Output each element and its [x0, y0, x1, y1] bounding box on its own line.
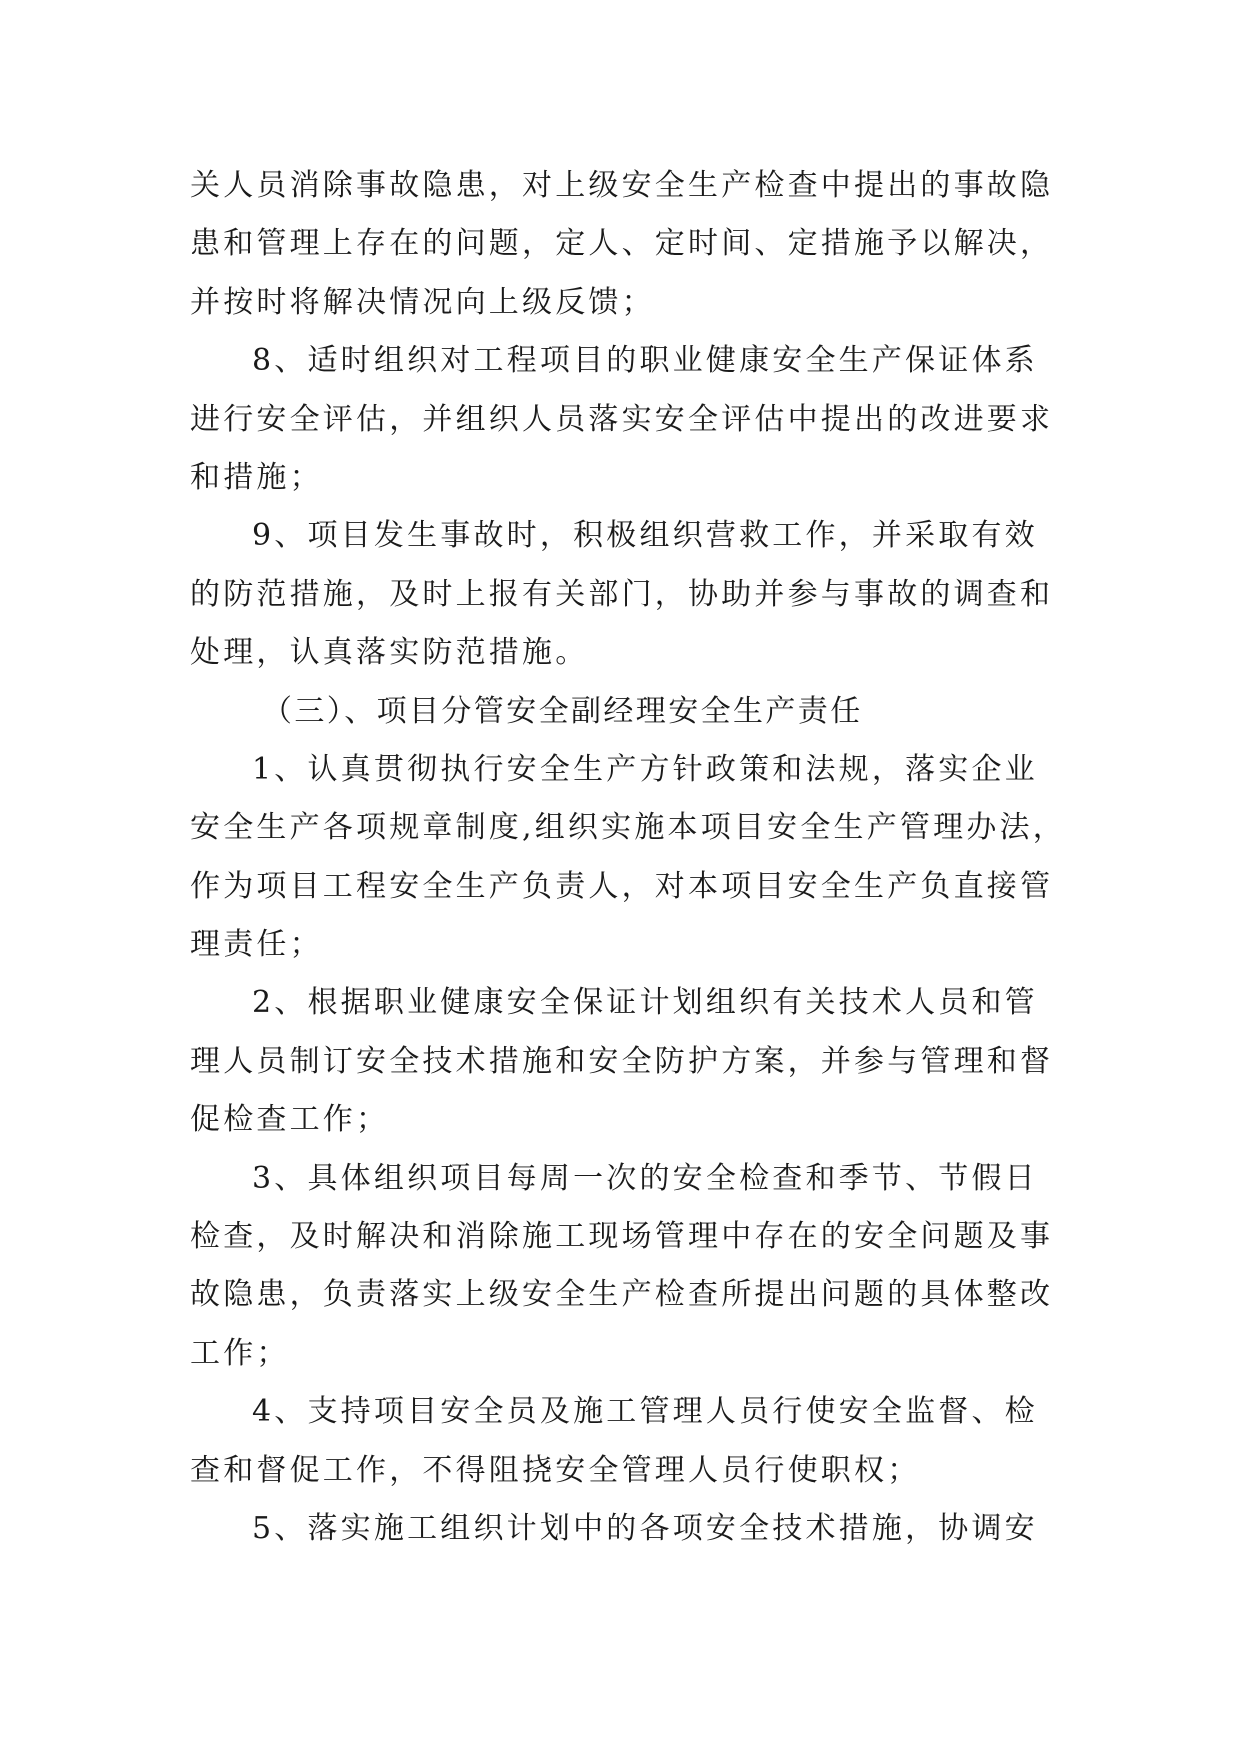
list-item-3-first-line: 3、具体组织项目每周一次的安全检查和季节、节假日 — [252, 1160, 1038, 1196]
text-line: 查和督促工作，不得阻挠安全管理人员行使职权； — [190, 1452, 921, 1488]
text-line: 促检查工作； — [190, 1102, 390, 1138]
text-line: 和措施； — [190, 459, 323, 495]
text-line: 检查，及时解决和消除施工现场管理中存在的安全问题及事 — [190, 1219, 1054, 1255]
text-line: 处理，认真落实防范措施。 — [190, 635, 589, 671]
text-line: 工作； — [190, 1335, 290, 1371]
text-line: 并按时将解决情况向上级反馈； — [190, 284, 655, 320]
text-line: 的防范措施，及时上报有关部门，协助并参与事故的调查和 — [190, 576, 1054, 612]
document-body — [190, 157, 1066, 1558]
list-item-2-first-line: 2、根据职业健康安全保证计划组织有关技术人员和管 — [252, 985, 1038, 1021]
text-line: 作为项目工程安全生产负责人，对本项目安全生产负直接管 — [190, 868, 1054, 904]
text-line: 关人员消除事故隐患，对上级安全生产检查中提出的事故隐 — [190, 168, 1054, 203]
list-item-9-first-line: 9、项目发生事故时，积极组织营救工作，并采取有效 — [252, 518, 1038, 554]
list-item-5-first-line: 5、落实施工组织计划中的各项安全技术措施，协调安 — [252, 1510, 1038, 1546]
text-line: 故隐患，负责落实上级安全生产检查所提出问题的具体整改 — [190, 1277, 1054, 1313]
text-line: 进行安全评估，并组织人员落实安全评估中提出的改进要求 — [190, 401, 1054, 437]
text-line: 理责任； — [190, 927, 323, 963]
text-line: 理人员制订安全技术措施和安全防护方案，并参与管理和督 — [190, 1043, 1054, 1079]
text-line: 患和管理上存在的问题，定人、定时间、定措施予以解决， — [190, 226, 1054, 262]
text-line: 安全生产各项规章制度,组织实施本项目安全生产管理办法， — [190, 810, 1066, 846]
list-item-8-first-line: 8、适时组织对工程项目的职业健康安全生产保证体系 — [252, 343, 1038, 379]
section-heading: （三）、项目分管安全副经理安全生产责任 — [262, 693, 863, 729]
list-item-1-first-line: 1、认真贯彻执行安全生产方针政策和法规，落实企业 — [252, 751, 1038, 787]
list-item-4-first-line: 4、支持项目安全员及施工管理人员行使安全监督、检 — [252, 1394, 1038, 1430]
